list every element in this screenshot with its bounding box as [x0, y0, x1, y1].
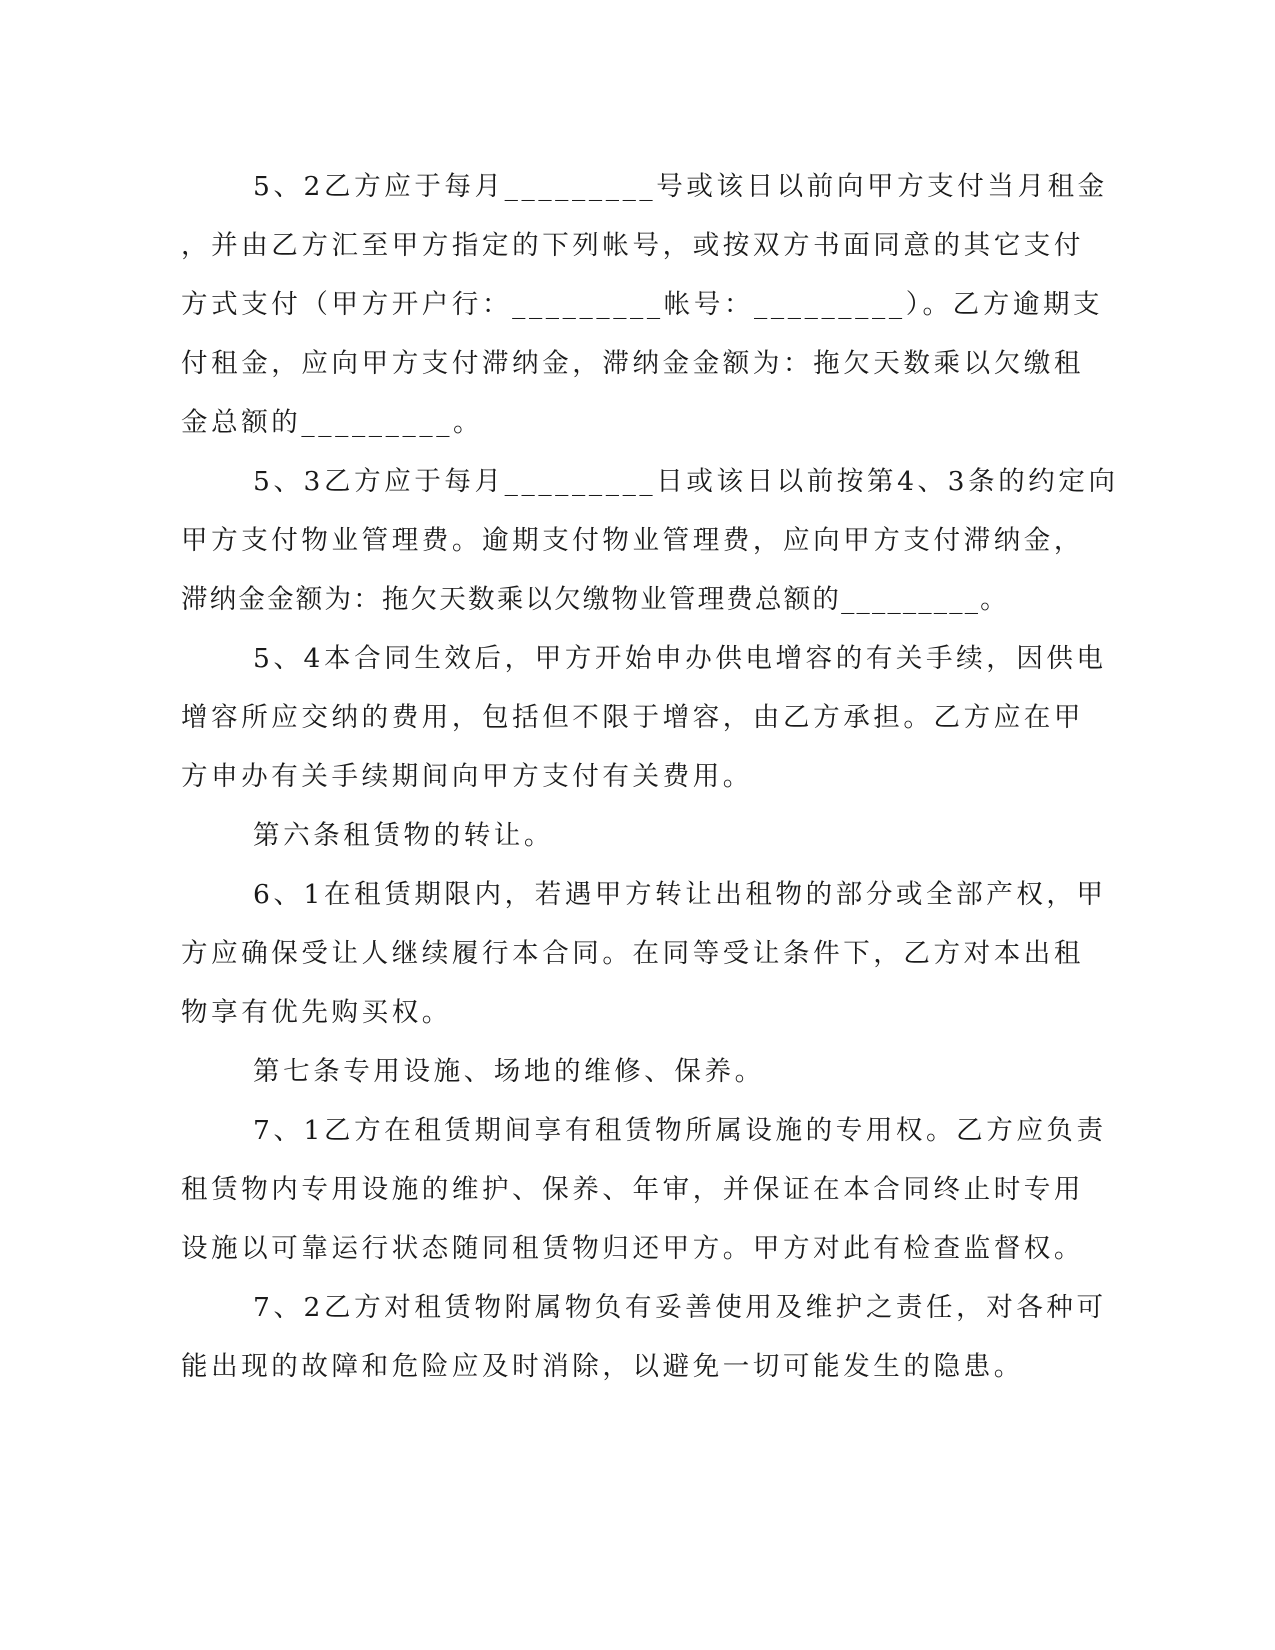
clause-7-1-line-3: 设施以可靠运行状态随同租赁物归还甲方。甲方对此有检查监督权。: [181, 1233, 1084, 1264]
clause-6-1-line-3: 物享有优先购买权。: [181, 997, 452, 1028]
clause-5-2-line-2: ，并由乙方汇至甲方指定的下列帐号，或按双方书面同意的其它支付: [181, 230, 1084, 261]
clause-5-4-line-3: 方申办有关手续期间向甲方支付有关费用。: [181, 761, 753, 792]
clause-5-2-line-1: 5、2乙方应于每月_________号或该日以前向甲方支付当月租金: [253, 171, 1108, 202]
clause-7-1-line-1: 7、1乙方在租赁期间享有租赁物所属设施的专用权。乙方应负责: [253, 1115, 1107, 1146]
clause-6-1-line-1: 6、1在租赁期限内，若遇甲方转让出租物的部分或全部产权，甲: [253, 879, 1107, 910]
article-6-heading: 第六条租赁物的转让。: [253, 820, 554, 851]
clause-7-2-line-2: 能出现的故障和危险应及时消除，以避免一切可能发生的隐患。: [181, 1351, 1024, 1382]
clause-6-1-line-2: 方应确保受让人继续履行本合同。在同等受让条件下，乙方对本出租: [181, 938, 1084, 969]
clause-5-2-line-4: 付租金，应向甲方支付滞纳金，滞纳金金额为：拖欠天数乘以欠缴租: [181, 348, 1084, 379]
clause-7-2-line-1: 7、2乙方对租赁物附属物负有妥善使用及维护之责任，对各种可: [253, 1292, 1107, 1323]
clause-5-3-line-1: 5、3乙方应于每月_________日或该日以前按第4、3条的约定向: [253, 466, 1119, 497]
clause-5-4-line-1: 5、4本合同生效后，甲方开始申办供电增容的有关手续，因供电: [253, 643, 1107, 674]
document-body: [181, 157, 1119, 1396]
clause-7-1-line-2: 租赁物内专用设施的维护、保养、年审，并保证在本合同终止时专用: [181, 1174, 1084, 1205]
clause-5-2-line-5: 金总额的_________。: [181, 407, 484, 438]
clause-5-3-line-3: 滞纳金金额为：拖欠天数乘以欠缴物业管理费总额的_________。: [181, 584, 1009, 615]
clause-5-2-line-3: 方式支付（甲方开户行：_________帐号：_________）。乙方逾期支: [181, 289, 1104, 320]
clause-5-4-line-2: 增容所应交纳的费用，包括但不限于增容，由乙方承担。乙方应在甲: [181, 702, 1084, 733]
article-7-heading: 第七条专用设施、场地的维修、保养。: [253, 1056, 765, 1087]
clause-5-3-line-2: 甲方支付物业管理费。逾期支付物业管理费，应向甲方支付滞纳金，: [181, 525, 1084, 556]
